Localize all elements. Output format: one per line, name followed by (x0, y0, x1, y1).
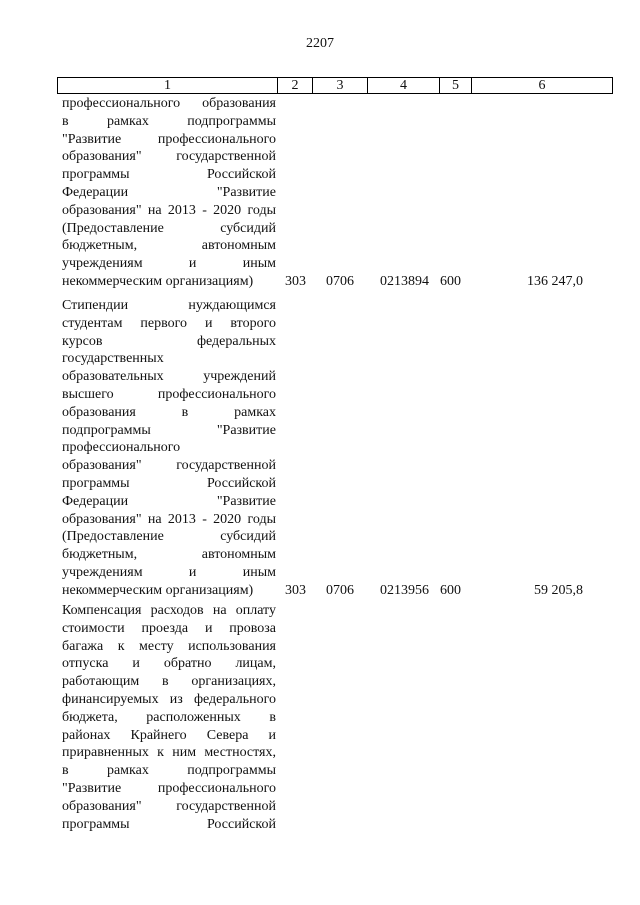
row-1-ministry: 303 (285, 274, 306, 289)
header-col-5: 5 (440, 78, 472, 93)
row-3-line: багажа к месту использования (62, 638, 276, 654)
row-3-line: стоимости проезда и провоза (62, 620, 276, 636)
row-1-line: в рамках подпрограммы (62, 113, 276, 129)
row-3-line: образования" государственной (62, 798, 276, 814)
row-2-line: учреждениям и иным (62, 564, 276, 580)
row-2-line: профессионального (62, 440, 181, 456)
row-2-expense-type: 600 (440, 583, 461, 598)
row-2-line: образования" на 2013 - 2020 годы (62, 511, 276, 527)
row-2-line: Федерации "Развитие (62, 493, 276, 509)
row-2-line: (Предоставление субсидий (62, 529, 276, 545)
row-1-line: Федерации "Развитие (62, 184, 276, 200)
header-col-4: 4 (368, 78, 440, 93)
table-header (57, 77, 613, 94)
row-2-line: бюджетным, автономным (62, 547, 276, 563)
row-1-line: бюджетным, автономным (62, 238, 276, 254)
row-3-line: бюджета, расположенных в (62, 709, 276, 725)
row-3-line: работающим в организациях, (62, 674, 276, 690)
row-2-line: некоммерческим организациям) (62, 582, 254, 598)
header-col-6: 6 (538, 78, 546, 93)
row-2-line: программы Российской (62, 475, 276, 491)
header-col-3: 3 (313, 78, 368, 93)
row-1-line: учреждениям и иным (62, 256, 276, 272)
row-3-line: приравненных к ним местностях, (62, 745, 276, 761)
row-2-line: подпрограммы "Развитие (62, 422, 276, 438)
row-1-line: образования" на 2013 - 2020 годы (62, 202, 276, 218)
row-1-line: "Развитие профессионального (62, 131, 276, 147)
row-2-description (62, 297, 276, 600)
row-3-description (62, 602, 276, 833)
row-3-line: Компенсация расходов на оплату (62, 603, 276, 618)
row-1-amount: 136 247,0 (527, 274, 583, 289)
row-2-target: 0213956 (380, 583, 429, 598)
row-2-section: 0706 (326, 583, 354, 598)
row-1-line: образования" государственной (62, 149, 276, 165)
row-1-line: (Предоставление субсидий (62, 220, 276, 236)
header-col-2: 2 (278, 78, 313, 93)
row-2-line: образования" государственной (62, 458, 276, 474)
row-1-description (62, 95, 276, 291)
row-1-line: профессионального образования (62, 96, 276, 111)
row-2-line: высшего профессионального (62, 386, 276, 402)
row-3-line: в рамках подпрограммы (62, 763, 276, 779)
row-2-line: студентам первого и второго (62, 315, 276, 331)
row-3-line: отпуска и обратно лицам, (62, 656, 276, 672)
row-3-line: "Развитие профессионального (62, 780, 276, 796)
row-3-line: программы Российской (62, 816, 276, 832)
row-2-ministry: 303 (285, 583, 306, 598)
row-1-line: некоммерческим организациям) (62, 273, 254, 289)
row-1-expense-type: 600 (440, 274, 461, 289)
row-1-target: 0213894 (380, 274, 429, 289)
page-number: 2207 (306, 36, 334, 51)
row-2-line: образовательных учреждений (62, 369, 276, 385)
row-1-line: программы Российской (62, 167, 276, 183)
row-3-line: финансируемых из федерального (62, 691, 276, 707)
row-2-line: государственных (62, 351, 164, 367)
row-2-line: образования в рамках (62, 404, 276, 420)
row-2-amount: 59 205,8 (534, 583, 583, 598)
header-col-1: 1 (58, 78, 278, 93)
row-3-line: районах Крайнего Севера и (62, 727, 276, 743)
row-2-line: Стипендии нуждающимся (62, 298, 276, 313)
row-1-section: 0706 (326, 274, 354, 289)
row-2-line: курсов федеральных (62, 333, 276, 349)
